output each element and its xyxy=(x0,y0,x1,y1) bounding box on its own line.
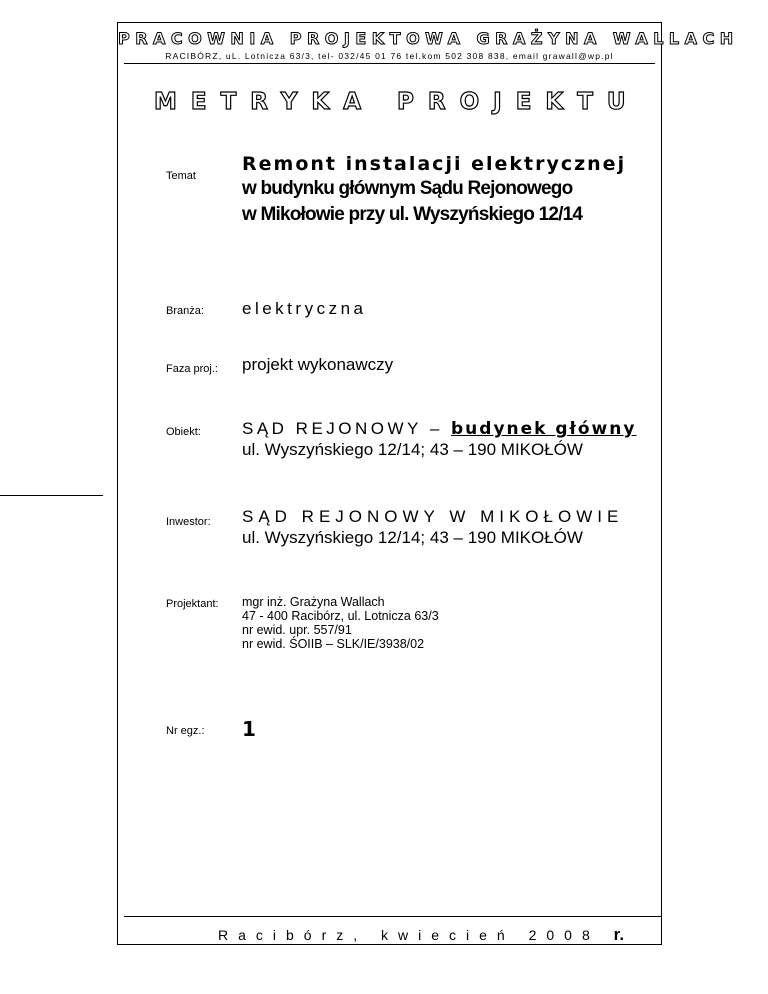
investor-address: ul. Wyszyńskiego 12/14; 43 – 190 MIKOŁÓW xyxy=(242,528,583,547)
object-address: ul. Wyszyńskiego 12/14; 43 – 190 MIKOŁÓW xyxy=(242,440,583,459)
firm-name: PRACOWNIA PROJEKTOWA GRAŻYNA WALLACH xyxy=(118,29,739,48)
firm-contact: RACIBÓRZ, uL. Lotnicza 63/3, tel- 032/45 01 76 tel.kom 502 308 838, email grawall@wp.pl xyxy=(165,51,614,61)
phase-value: projekt wykonawczy xyxy=(242,355,394,374)
designer-label: Projektant: xyxy=(166,598,219,610)
copy-label: Nr egz.: xyxy=(166,725,205,737)
object-name xyxy=(242,419,636,439)
title-page-frame xyxy=(117,22,739,945)
topic-line-2: w budynku głównym Sądu Rejonowego xyxy=(242,178,573,199)
footer-place-date-text: Racibórz, kwiecień 2008 xyxy=(218,927,600,943)
designer-value xyxy=(242,595,439,651)
designer-license: nr ewid. upr. 557/91 xyxy=(242,623,352,637)
designer-address: 47 - 400 Racibórz, ul. Lotnicza 63/3 xyxy=(242,609,439,623)
topic-label: Temat xyxy=(166,170,196,182)
object-name-text: SĄD REJONOWY – xyxy=(242,419,451,438)
header-rule xyxy=(124,63,655,64)
investor-value xyxy=(242,507,623,548)
investor-name: SĄD REJONOWY W MIKOŁOWIE xyxy=(242,507,624,526)
topic-value xyxy=(242,153,626,226)
topic-line-3: w Mikołowie przy ul. Wyszyńskiego 12/14 xyxy=(242,204,583,225)
phase-label: Faza proj.: xyxy=(166,363,218,375)
margin-line xyxy=(0,495,103,496)
object-label: Obiekt: xyxy=(166,426,201,438)
object-name-emphasis: budynek główny xyxy=(451,419,637,439)
designer-chamber-number: nr ewid. ŚOIIB – SLK/IE/3938/02 xyxy=(242,637,425,651)
copy-number: 1 xyxy=(242,717,256,741)
document-title: METRYKA PROJEKTU xyxy=(154,89,640,115)
footer-rule xyxy=(124,916,661,917)
object-value xyxy=(242,419,636,460)
designer-name: mgr inż. Grażyna Wallach xyxy=(242,595,385,609)
footer-year-suffix: r. xyxy=(613,925,625,944)
branch-value: elektryczna xyxy=(242,299,367,318)
topic-line-1: Remont instalacji elektrycznej xyxy=(242,153,627,175)
footer-place-date xyxy=(218,925,624,945)
branch-label: Branża: xyxy=(166,305,204,317)
investor-label: Inwestor: xyxy=(166,516,211,528)
